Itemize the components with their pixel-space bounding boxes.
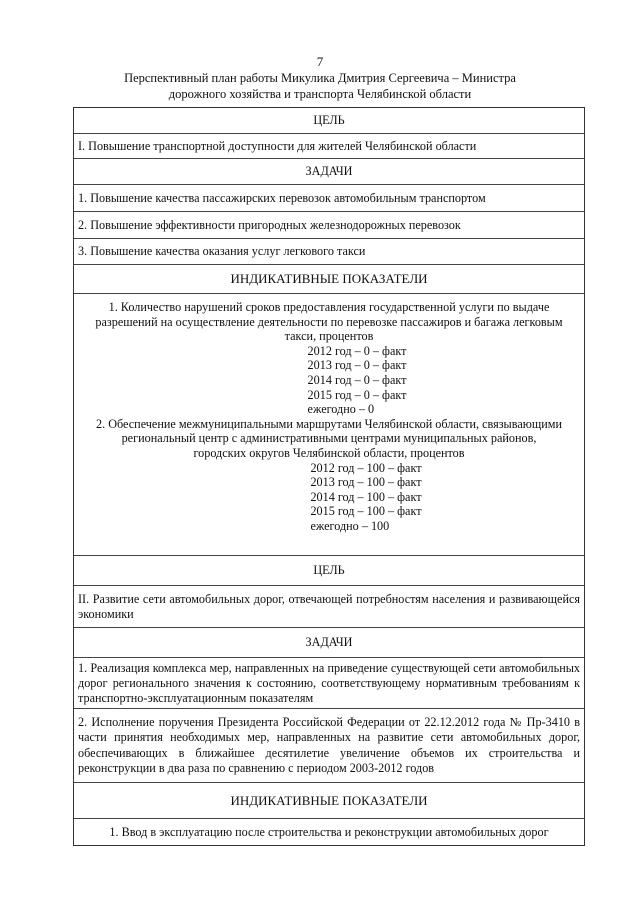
indicator-line: такси, процентов: [284, 329, 374, 344]
value-line: 2013 год – 100 – факт: [310, 475, 422, 490]
value-line: 2015 год – 0 – факт: [307, 387, 407, 402]
page-number: 7: [316, 54, 324, 69]
value-line: ежегодно – 0: [307, 402, 375, 417]
indicator-line: региональный центр с административными центрами муниципальных районов,: [121, 431, 537, 446]
tasks-header: ЗАДАЧИ: [74, 628, 584, 658]
value-line: ежегодно – 100: [310, 518, 390, 533]
value-line: 2012 год – 100 – факт: [310, 460, 422, 475]
tasks-header: ЗАДАЧИ: [74, 159, 584, 185]
task-item: 3. Повышение качества оказания услуг легкового такси: [74, 239, 584, 265]
indicator-line: 1. Ввод в эксплуатацию после строительства и реконструкции автомобильных дорог: [109, 824, 549, 839]
indicator-values: [310, 461, 421, 534]
task-item: 2. Повышение эффективности пригородных железнодорожных перевозок: [74, 212, 584, 239]
value-line: 2015 год – 100 – факт: [310, 504, 422, 519]
value-line: 2012 год – 0 – факт: [307, 343, 407, 358]
goal-text: I. Повышение транспортной доступности для жителей Челябинской области: [74, 134, 584, 159]
value-line: 2014 год – 100 – факт: [310, 489, 422, 504]
title-line: Перспективный план работы Микулика Дмитрия Сергеевича – Министра: [124, 71, 516, 85]
indicators-header: ИНДИКАТИВНЫЕ ПОКАЗАТЕЛИ: [74, 783, 584, 819]
task-item: 1. Повышение качества пассажирских перевозок автомобильным транспортом: [74, 185, 584, 212]
goal-header: ЦЕЛЬ: [74, 108, 584, 134]
indicator-line: 2. Обеспечение межмуниципальными маршрутами Челябинской области, связывающими: [96, 416, 562, 431]
value-line: 2013 год – 0 – факт: [307, 358, 407, 373]
indicator-values: [308, 344, 407, 417]
indicator-line: городских округов Челябинской области, процентов: [193, 445, 465, 460]
goal-text: II. Развитие сети автомобильных дорог, отвечающей потребностям населения и развивающейся экономики: [74, 586, 584, 628]
indicator-line: 1. Количество нарушений сроков предоставления государственной услуги по выдаче: [108, 300, 550, 314]
indicators-cell: [74, 294, 584, 556]
document-title: [0, 70, 640, 102]
task-item: 2. Исполнение поручения Президента Российской Федерации от 22.12.2012 года № Пр-3410 в части принятия необходимых мер, направленных на развитие сети автомобильных дорог, обеспечивающих в ближайшее десятилетие увеличение объемов их строительства и реконструкции в два раза по сравнению с периодом 2003-2012 годов: [74, 709, 584, 783]
plan-table: [73, 107, 585, 846]
goal-header: ЦЕЛЬ: [74, 556, 584, 586]
title-line: дорожного хозяйства и транспорта Челябинской области: [168, 87, 472, 101]
value-line: 2014 год – 0 – факт: [307, 372, 407, 387]
task-item: 1. Реализация комплекса мер, направленных на приведение существующей сети автомобильных дорог регионального значения к состоянию, соответствующему нормативным требованиям к транспортно-эксплуатационным показателям: [74, 658, 584, 709]
indicator-line: разрешений на осуществление деятельности по перевозке пассажиров и багажа легковым: [95, 314, 563, 329]
indicators-header: ИНДИКАТИВНЫЕ ПОКАЗАТЕЛИ: [74, 265, 584, 294]
